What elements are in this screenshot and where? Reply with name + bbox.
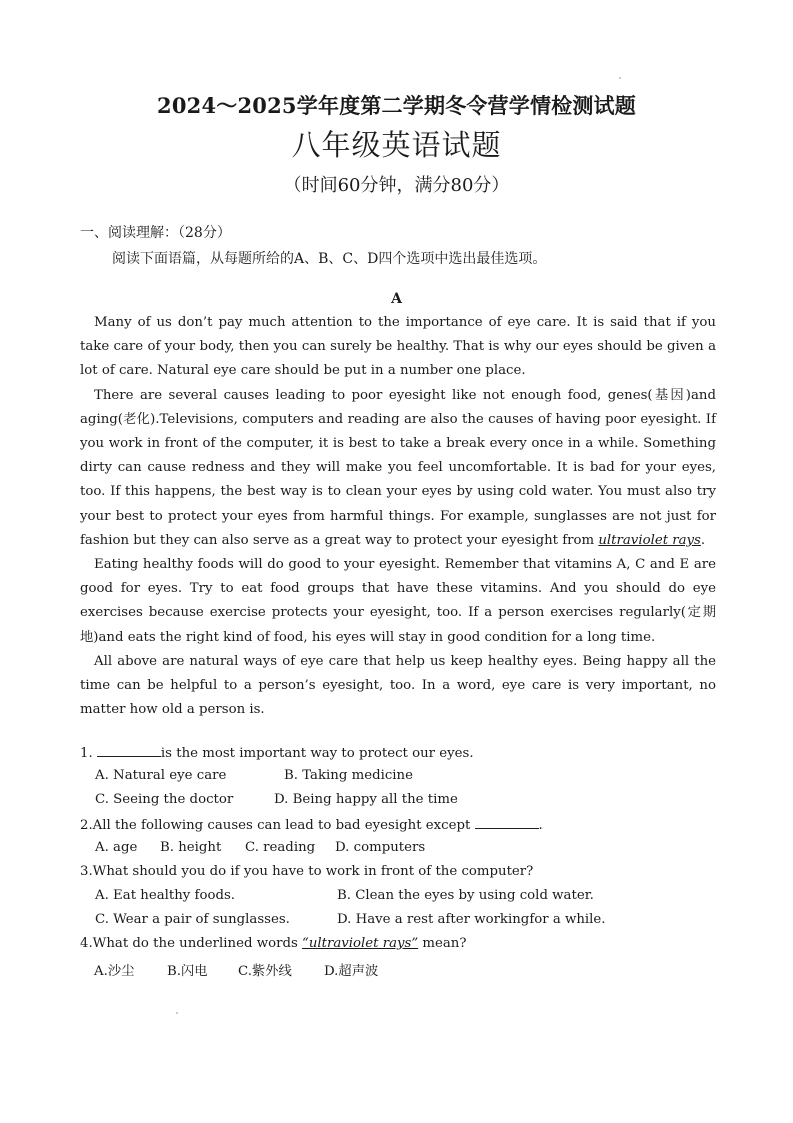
answer-blank — [475, 816, 539, 829]
exam-title: 2024～2025学年度第二学期冬令营学情检测试题 — [157, 93, 636, 118]
option-d: D.超声波 — [324, 964, 379, 979]
question-2 — [80, 816, 543, 833]
question-text: 2.All the following causes can lead to bad eyesight except — [80, 818, 475, 833]
underlined-term: “ultraviolet rays” — [302, 936, 419, 951]
underlined-term: ultraviolet rays — [598, 532, 701, 548]
question-3: 3.What should you do if you have to work in front of the computer? — [80, 864, 534, 879]
option-b: B.闪电 — [167, 964, 208, 979]
option-d: D. Have a rest after workingfor a while. — [337, 912, 606, 927]
option-c: C. reading — [245, 840, 316, 855]
option-a: A. age — [95, 840, 138, 855]
section-heading: 一、阅读理解：（28分） — [80, 225, 231, 241]
question-text: 4.What do the underlined words — [80, 936, 303, 951]
paragraph-2-text: There are several causes leading to poor eyesight like not enough food, genes(基因)and aging(老化).Televisions, computers and reading are also the causes of having poor eyesight. If you work in front of the computer, it is best to take a break every once in a while. Something dirty can cause redness and they will make you feel uncomfortable. It is bad for your eyes, too. If this happens, the best way is to clean your eyes by using cold water. You must also try your best to protect your eyes from harmful things. For example, sunglasses are not just for fashion but they can also serve as a great way to protect your eyesight from — [80, 387, 716, 548]
option-a: A. Eat healthy foods. — [95, 888, 236, 903]
option-d: D. Being happy all the time — [274, 792, 458, 807]
option-a: A.沙尘 — [94, 964, 135, 979]
exam-time-score: （时间60分钟，满分80分） — [283, 175, 510, 196]
question-4 — [80, 936, 466, 951]
paragraph-2-end: . — [700, 532, 706, 548]
question-1 — [80, 744, 474, 761]
scan-speck — [619, 77, 621, 79]
passage-paragraph-1: Many of us don’t pay much attention to the importance of eye care. It is said that if you take care of your body, then you can surely be healthy. That is why our eyes should be given a lot of care. Natural eye care should be put in a number one place. — [80, 315, 716, 379]
option-a: A. Natural eye care — [95, 768, 227, 783]
scan-speck — [176, 1012, 178, 1014]
question-number: 1. — [80, 746, 97, 761]
question-end: . — [538, 818, 543, 833]
passage-paragraph-3: Eating healthy foods will do good to your eyesight. Remember that vitamins A, C and E are good for eyes. Try to eat food groups that have these vitamins. And you should do eye exercises because exercise protects your eyesight, too. If a person exercises regularly(定期地)and eats the right kind of food, his eyes will stay in good condition for a long time. — [80, 557, 716, 645]
question-end: mean? — [418, 936, 467, 951]
option-b: B. Taking medicine — [284, 768, 413, 783]
section-instruction: 阅读下面语篇，从每题所给的A、B、C、D四个选项中选出最佳选项。 — [112, 251, 547, 267]
answer-blank — [97, 744, 161, 757]
option-b: B. Clean the eyes by using cold water. — [337, 888, 594, 903]
passage-label: A — [391, 291, 402, 307]
option-d: D. computers — [335, 840, 426, 855]
option-b: B. height — [160, 840, 222, 855]
exam-subject-title: 八年级英语试题 — [291, 128, 502, 162]
passage-paragraph-2 — [80, 384, 716, 553]
option-c: C. Seeing the doctor — [95, 792, 234, 807]
reading-passage — [80, 311, 716, 722]
passage-paragraph-4: All above are natural ways of eye care that help us keep healthy eyes. Being happy all the time can be helpful to a person’s eyesight, too. In a word, eye care is very important, no matter how old a person is. — [80, 653, 716, 718]
option-c: C.紫外线 — [238, 964, 292, 979]
option-c: C. Wear a pair of sunglasses. — [95, 912, 290, 927]
question-text: is the most important way to protect our eyes. — [160, 746, 474, 761]
